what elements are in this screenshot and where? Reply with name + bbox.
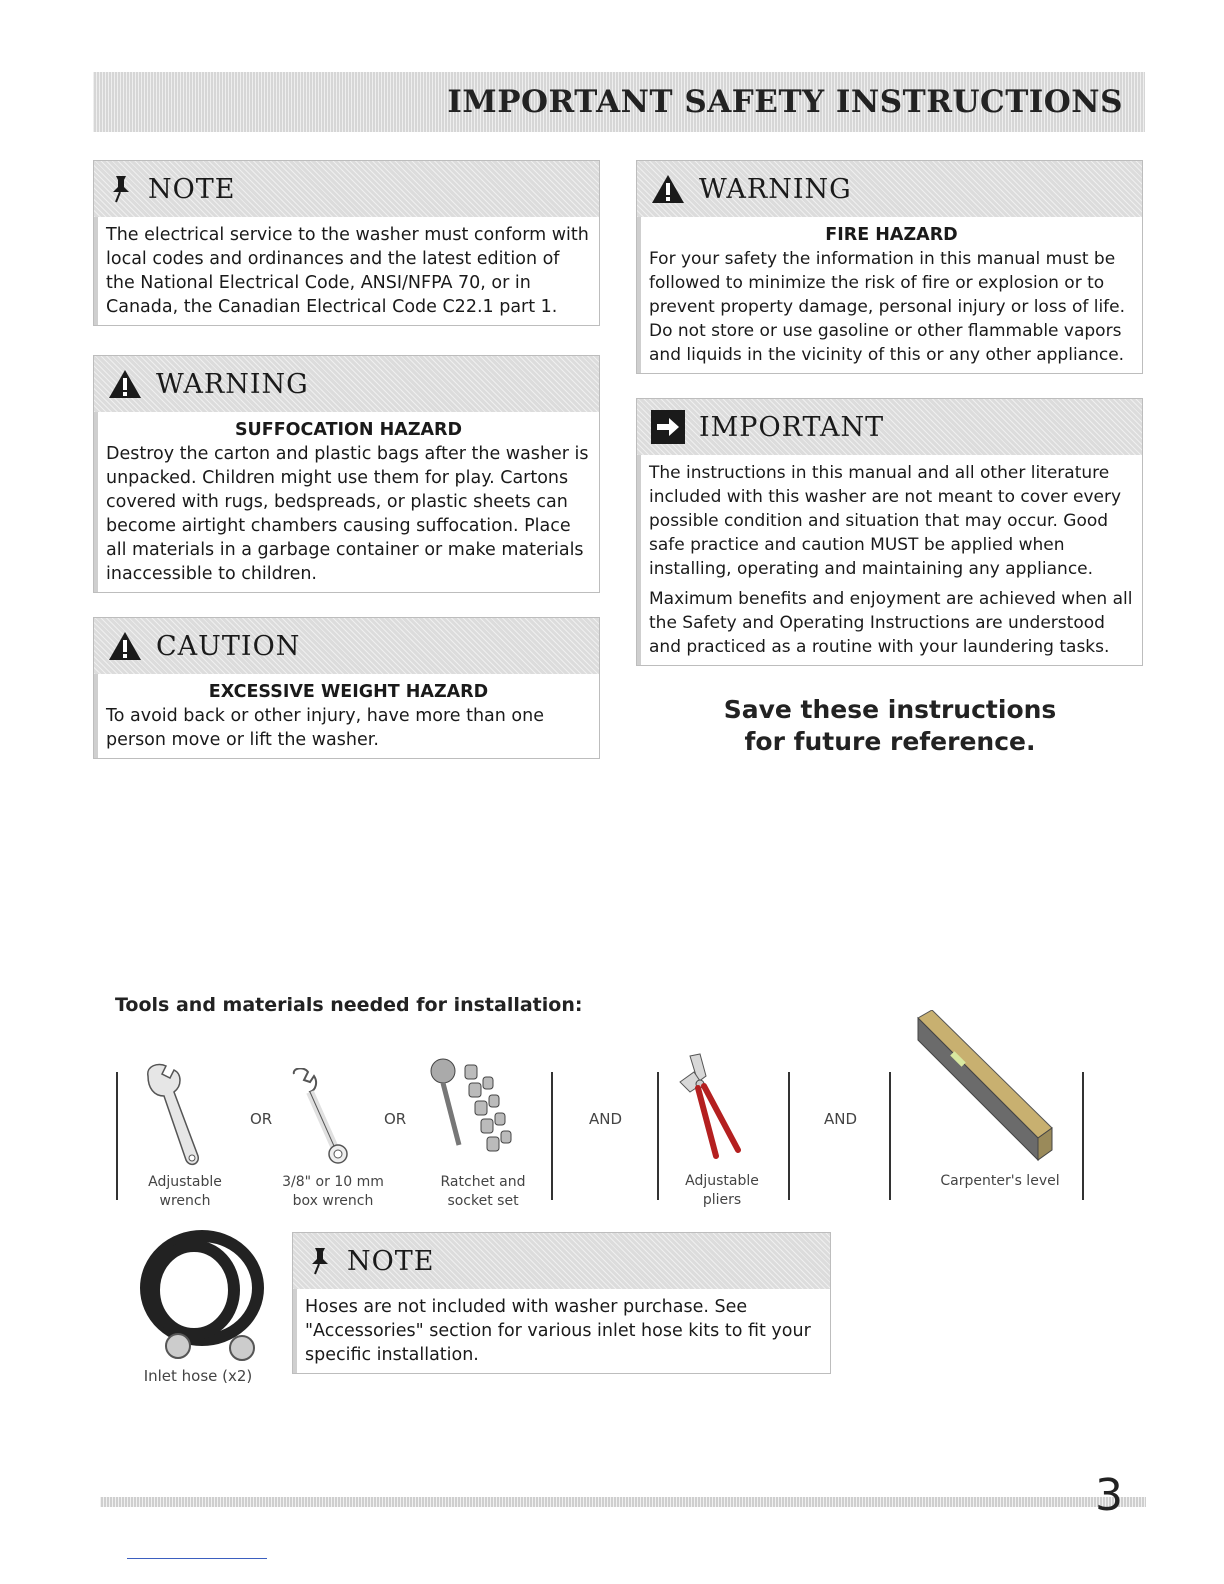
important-box [636,398,1143,666]
warning-text: For your safety the information in this manual must be followed to minimize the risk of fire or explosion or to prevent property damage, personal injury or loss of life. Do not store or use gasoline or other flammable vapors and liquids in the vicinity of this or any other appliance. [649,249,1126,365]
pliers-label: Adjustable pliers [685,1173,759,1208]
warning-header [94,356,599,412]
warning-triangle-icon [108,369,142,399]
note-body [293,1289,830,1373]
warning-triangle-icon [108,631,142,661]
important-body [637,455,1142,665]
note-box-hoses [292,1232,831,1374]
and-connector: AND [824,1110,858,1128]
footer-bar [100,1497,1146,1507]
divider [551,1072,553,1200]
adjustable-wrench-icon [140,1060,220,1170]
divider [889,1072,891,1200]
ratchet-socket-label: Ratchet and socket set [440,1174,526,1209]
ratchet-socket-icon [425,1053,525,1163]
inlet-hose-label: Inlet hose (x2) [143,1367,253,1385]
box-wrench-label: 3/8" or 10 mm box wrench [282,1174,384,1209]
or-connector: OR [250,1110,273,1128]
warning-body [637,217,1142,373]
note-header-label: NOTE [347,1245,435,1277]
warning-box-suffocation [93,355,600,593]
hazard-title: FIRE HAZARD [825,225,958,245]
carpenters-level-icon [908,1010,1058,1165]
or-connector: OR [384,1110,407,1128]
caution-header [94,618,599,674]
note-header [94,161,599,217]
divider [657,1072,659,1200]
page-number: 3 [1095,1470,1123,1521]
warning-header [637,161,1142,217]
divider [1082,1072,1084,1200]
important-text-1: The instructions in this manual and all other literature included with this washer are not meant to cover every possible condition and situation that may occur. Good safe practice and caution MUST be applied when installing, operating and maintaining any appliance. [649,463,1122,579]
warning-body [94,412,599,592]
pushpin-icon [108,174,134,204]
caution-box-weight [93,617,600,759]
title-bar [93,72,1145,132]
and-connector: AND [589,1110,623,1128]
important-header-label: IMPORTANT [699,411,885,443]
warning-triangle-icon [651,174,685,204]
pliers-icon [676,1052,756,1162]
footer-rule [127,1558,267,1559]
divider [788,1072,790,1200]
tools-heading: Tools and materials needed for installation: [115,994,583,1016]
inlet-hose-icon [132,1228,272,1368]
warning-text: Destroy the carton and plastic bags after the washer is unpacked. Children might use them for play. Cartons covered with rugs, bedspreads, or plastic sheets can become airtight chambers causing suffocation. Place all materials in a garbage container or make materials inaccessible to children. [106,444,589,584]
important-text-2: Maximum benefits and enjoyment are achieved when all the Safety and Operating Instructions are understood and practiced as a routine with your laundering tasks. [649,589,1133,657]
pushpin-icon [307,1246,333,1276]
warning-header-label: WARNING [156,368,309,400]
hazard-title: EXCESSIVE WEIGHT HAZARD [208,682,489,702]
caution-body [94,674,599,758]
caution-header-label: CAUTION [156,630,301,662]
carpenters-level-label: Carpenter's level [940,1173,1060,1189]
warning-header-label: WARNING [699,173,852,205]
note-header-label: NOTE [148,173,236,205]
hazard-title: SUFFOCATION HAZARD [234,420,463,440]
note-body [94,217,599,325]
save-note-line-1: Save these instructions [723,695,1057,724]
warning-box-fire [636,160,1143,374]
box-wrench-icon [288,1068,358,1168]
note-box-electrical [93,160,600,326]
save-note-line-2: for future reference. [744,727,1036,756]
page-title: IMPORTANT SAFETY INSTRUCTIONS [447,84,1123,120]
adjustable-wrench-label: Adjustable wrench [148,1174,222,1209]
save-instructions-note [640,694,1140,758]
divider [116,1072,118,1200]
note-text: Hoses are not included with washer purchase. See "Accessories" section for various inlet hose kits to fit your specific installation. [305,1297,811,1365]
arrow-right-icon [651,410,685,444]
caution-text: To avoid back or other injury, have more than one person move or lift the washer. [106,706,544,750]
important-header [637,399,1142,455]
note-header [293,1233,830,1289]
note-text: The electrical service to the washer must conform with local codes and ordinances and the latest edition of the National Electrical Code, ANSI/NFPA 70, or in Canada, the Canadian Electrical Code C22.1 part 1. [106,225,589,317]
